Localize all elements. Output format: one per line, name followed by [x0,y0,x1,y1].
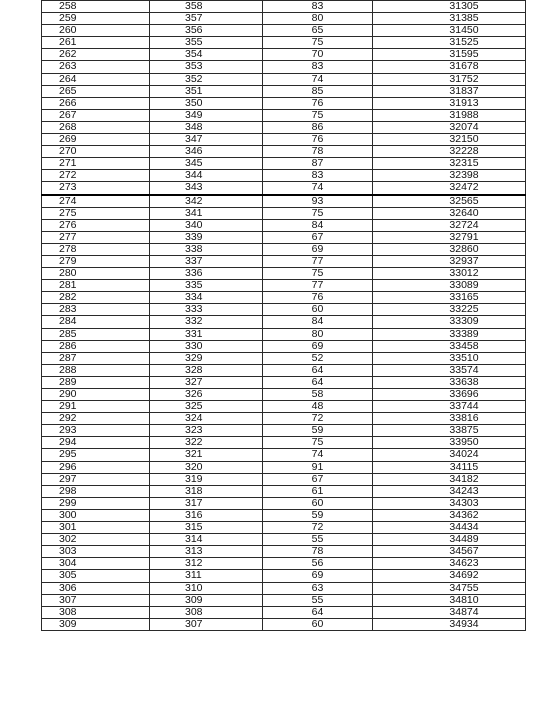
score-cell: 310 [150,582,263,594]
rank-cell: 265 [42,85,150,97]
cumulative-cell: 32860 [373,243,526,255]
cumulative-cell: 32315 [373,158,526,170]
table-row [42,207,526,219]
count-cell: 76 [263,97,373,109]
score-cell: 341 [150,207,263,219]
score-cell: 350 [150,97,263,109]
count-cell: 52 [263,352,373,364]
cumulative-cell: 34567 [373,546,526,558]
count-cell: 58 [263,389,373,401]
table-row [42,437,526,449]
table-row [42,13,526,25]
cumulative-cell: 33458 [373,340,526,352]
rank-cell: 280 [42,268,150,280]
cumulative-cell: 34303 [373,497,526,509]
cumulative-cell: 32565 [373,195,526,208]
rank-cell: 296 [42,461,150,473]
table-row [42,280,526,292]
count-cell: 48 [263,401,373,413]
score-cell: 344 [150,170,263,182]
rank-cell: 284 [42,316,150,328]
table-row [42,243,526,255]
rank-cell: 294 [42,437,150,449]
rank-cell: 286 [42,340,150,352]
count-cell: 78 [263,146,373,158]
count-cell: 75 [263,268,373,280]
score-cell: 320 [150,461,263,473]
score-cell: 356 [150,25,263,37]
score-cell: 314 [150,534,263,546]
cumulative-cell: 32724 [373,219,526,231]
count-cell: 75 [263,109,373,121]
score-cell: 312 [150,558,263,570]
rank-cell: 291 [42,401,150,413]
rank-cell: 263 [42,61,150,73]
score-cell: 309 [150,594,263,606]
cumulative-cell: 31988 [373,109,526,121]
cumulative-cell: 33225 [373,304,526,316]
count-cell: 76 [263,134,373,146]
score-table-body [42,1,526,631]
count-cell: 67 [263,473,373,485]
cumulative-cell: 33309 [373,316,526,328]
count-cell: 59 [263,509,373,521]
table-row [42,268,526,280]
rank-cell: 279 [42,255,150,267]
score-cell: 307 [150,618,263,630]
cumulative-cell: 33638 [373,376,526,388]
table-row [42,158,526,170]
count-cell: 74 [263,73,373,85]
rank-cell: 268 [42,121,150,133]
rank-cell: 285 [42,328,150,340]
score-cell: 330 [150,340,263,352]
rank-cell: 304 [42,558,150,570]
rank-cell: 297 [42,473,150,485]
cumulative-cell: 34692 [373,570,526,582]
score-cell: 338 [150,243,263,255]
count-cell: 63 [263,582,373,594]
count-cell: 55 [263,594,373,606]
table-row [42,401,526,413]
score-cell: 308 [150,606,263,618]
cumulative-cell: 34755 [373,582,526,594]
table-row [42,389,526,401]
rank-cell: 276 [42,219,150,231]
cumulative-cell: 33510 [373,352,526,364]
count-cell: 64 [263,606,373,618]
score-cell: 313 [150,546,263,558]
score-cell: 348 [150,121,263,133]
count-cell: 60 [263,618,373,630]
cumulative-cell: 34115 [373,461,526,473]
table-row [42,618,526,630]
table-row [42,231,526,243]
score-cell: 327 [150,376,263,388]
cumulative-cell: 31837 [373,85,526,97]
count-cell: 69 [263,340,373,352]
table-row [42,255,526,267]
count-cell: 78 [263,546,373,558]
score-cell: 347 [150,134,263,146]
cumulative-cell: 32791 [373,231,526,243]
table-row [42,582,526,594]
rank-cell: 295 [42,449,150,461]
rank-cell: 266 [42,97,150,109]
count-cell: 69 [263,570,373,582]
count-cell: 85 [263,85,373,97]
count-cell: 84 [263,316,373,328]
score-cell: 319 [150,473,263,485]
table-row [42,121,526,133]
rank-cell: 290 [42,389,150,401]
rank-cell: 299 [42,497,150,509]
cumulative-cell: 33875 [373,425,526,437]
table-row [42,413,526,425]
cumulative-cell: 31752 [373,73,526,85]
count-cell: 84 [263,219,373,231]
count-cell: 55 [263,534,373,546]
table-row [42,497,526,509]
count-cell: 67 [263,231,373,243]
table-row [42,425,526,437]
score-cell: 317 [150,497,263,509]
rank-cell: 288 [42,364,150,376]
table-row [42,170,526,182]
count-cell: 72 [263,413,373,425]
score-cell: 343 [150,182,263,195]
table-row [42,558,526,570]
count-cell: 74 [263,182,373,195]
score-cell: 321 [150,449,263,461]
table-row [42,304,526,316]
score-cell: 342 [150,195,263,208]
count-cell: 80 [263,328,373,340]
table-row [42,522,526,534]
rank-cell: 289 [42,376,150,388]
score-cell: 324 [150,413,263,425]
count-cell: 91 [263,461,373,473]
rank-cell: 260 [42,25,150,37]
count-cell: 83 [263,1,373,13]
rank-cell: 307 [42,594,150,606]
table-row [42,328,526,340]
rank-cell: 269 [42,134,150,146]
score-cell: 331 [150,328,263,340]
rank-cell: 274 [42,195,150,208]
score-cell: 311 [150,570,263,582]
count-cell: 77 [263,280,373,292]
count-cell: 69 [263,243,373,255]
count-cell: 72 [263,522,373,534]
rank-cell: 283 [42,304,150,316]
rank-cell: 287 [42,352,150,364]
score-cell: 345 [150,158,263,170]
rank-cell: 273 [42,182,150,195]
cumulative-cell: 31525 [373,37,526,49]
count-cell: 93 [263,195,373,208]
count-cell: 86 [263,121,373,133]
cumulative-cell: 32398 [373,170,526,182]
rank-cell: 262 [42,49,150,61]
count-cell: 87 [263,158,373,170]
cumulative-cell: 32640 [373,207,526,219]
table-row [42,292,526,304]
score-cell: 351 [150,85,263,97]
count-cell: 65 [263,25,373,37]
table-row [42,195,526,208]
cumulative-cell: 34024 [373,449,526,461]
rank-cell: 270 [42,146,150,158]
cumulative-cell: 31385 [373,13,526,25]
rank-cell: 302 [42,534,150,546]
count-cell: 64 [263,364,373,376]
rank-cell: 258 [42,1,150,13]
rank-cell: 282 [42,292,150,304]
table-row [42,109,526,121]
rank-cell: 275 [42,207,150,219]
table-row [42,49,526,61]
cumulative-cell: 33574 [373,364,526,376]
count-cell: 64 [263,376,373,388]
table-row [42,461,526,473]
table-row [42,1,526,13]
count-cell: 74 [263,449,373,461]
score-cell: 334 [150,292,263,304]
cumulative-cell: 32228 [373,146,526,158]
table-row [42,485,526,497]
table-row [42,73,526,85]
table-row [42,85,526,97]
cumulative-cell: 31678 [373,61,526,73]
table-row [42,570,526,582]
count-cell: 70 [263,49,373,61]
cumulative-cell: 31595 [373,49,526,61]
table-row [42,316,526,328]
count-cell: 59 [263,425,373,437]
score-cell: 354 [150,49,263,61]
score-cell: 337 [150,255,263,267]
rank-cell: 272 [42,170,150,182]
table-row [42,364,526,376]
score-cell: 335 [150,280,263,292]
score-distribution-sheet [41,0,525,631]
count-cell: 77 [263,255,373,267]
score-cell: 326 [150,389,263,401]
rank-cell: 309 [42,618,150,630]
score-cell: 340 [150,219,263,231]
table-row [42,594,526,606]
count-cell: 83 [263,61,373,73]
table-row [42,534,526,546]
cumulative-cell: 33696 [373,389,526,401]
count-cell: 61 [263,485,373,497]
rank-cell: 261 [42,37,150,49]
score-cell: 357 [150,13,263,25]
rank-cell: 281 [42,280,150,292]
table-row [42,376,526,388]
table-row [42,340,526,352]
score-cell: 329 [150,352,263,364]
score-cell: 346 [150,146,263,158]
score-cell: 339 [150,231,263,243]
cumulative-cell: 32150 [373,134,526,146]
count-cell: 76 [263,292,373,304]
rank-cell: 306 [42,582,150,594]
rank-cell: 278 [42,243,150,255]
table-row [42,352,526,364]
count-cell: 75 [263,437,373,449]
count-cell: 60 [263,304,373,316]
table-row [42,509,526,521]
score-cell: 318 [150,485,263,497]
score-cell: 352 [150,73,263,85]
rank-cell: 264 [42,73,150,85]
rank-cell: 267 [42,109,150,121]
score-cell: 332 [150,316,263,328]
score-cell: 349 [150,109,263,121]
cumulative-cell: 33165 [373,292,526,304]
cumulative-cell: 33744 [373,401,526,413]
rank-cell: 301 [42,522,150,534]
score-cell: 322 [150,437,263,449]
count-cell: 56 [263,558,373,570]
cumulative-cell: 31450 [373,25,526,37]
table-row [42,219,526,231]
score-cell: 325 [150,401,263,413]
rank-cell: 277 [42,231,150,243]
cumulative-cell: 32472 [373,182,526,195]
count-cell: 60 [263,497,373,509]
cumulative-cell: 33012 [373,268,526,280]
count-cell: 83 [263,170,373,182]
score-cell: 336 [150,268,263,280]
score-cell: 353 [150,61,263,73]
rank-cell: 305 [42,570,150,582]
table-row [42,182,526,195]
cumulative-cell: 34489 [373,534,526,546]
score-cell: 333 [150,304,263,316]
rank-cell: 308 [42,606,150,618]
rank-cell: 271 [42,158,150,170]
rank-cell: 259 [42,13,150,25]
score-cell: 358 [150,1,263,13]
count-cell: 80 [263,13,373,25]
table-row [42,473,526,485]
table-row [42,37,526,49]
score-cell: 316 [150,509,263,521]
table-row [42,146,526,158]
table-row [42,97,526,109]
cumulative-cell: 34243 [373,485,526,497]
cumulative-cell: 34874 [373,606,526,618]
count-cell: 75 [263,37,373,49]
cumulative-cell: 33816 [373,413,526,425]
table-row [42,546,526,558]
score-cell: 328 [150,364,263,376]
cumulative-cell: 34623 [373,558,526,570]
cumulative-cell: 34434 [373,522,526,534]
cumulative-cell: 31305 [373,1,526,13]
rank-cell: 292 [42,413,150,425]
table-row [42,25,526,37]
score-table [41,0,526,631]
cumulative-cell: 31913 [373,97,526,109]
cumulative-cell: 33089 [373,280,526,292]
table-row [42,134,526,146]
score-cell: 323 [150,425,263,437]
count-cell: 75 [263,207,373,219]
cumulative-cell: 34934 [373,618,526,630]
rank-cell: 298 [42,485,150,497]
cumulative-cell: 34182 [373,473,526,485]
rank-cell: 303 [42,546,150,558]
cumulative-cell: 33950 [373,437,526,449]
cumulative-cell: 32937 [373,255,526,267]
cumulative-cell: 34362 [373,509,526,521]
table-row [42,606,526,618]
score-cell: 355 [150,37,263,49]
rank-cell: 293 [42,425,150,437]
cumulative-cell: 34810 [373,594,526,606]
score-cell: 315 [150,522,263,534]
cumulative-cell: 32074 [373,121,526,133]
table-row [42,61,526,73]
cumulative-cell: 33389 [373,328,526,340]
rank-cell: 300 [42,509,150,521]
table-row [42,449,526,461]
